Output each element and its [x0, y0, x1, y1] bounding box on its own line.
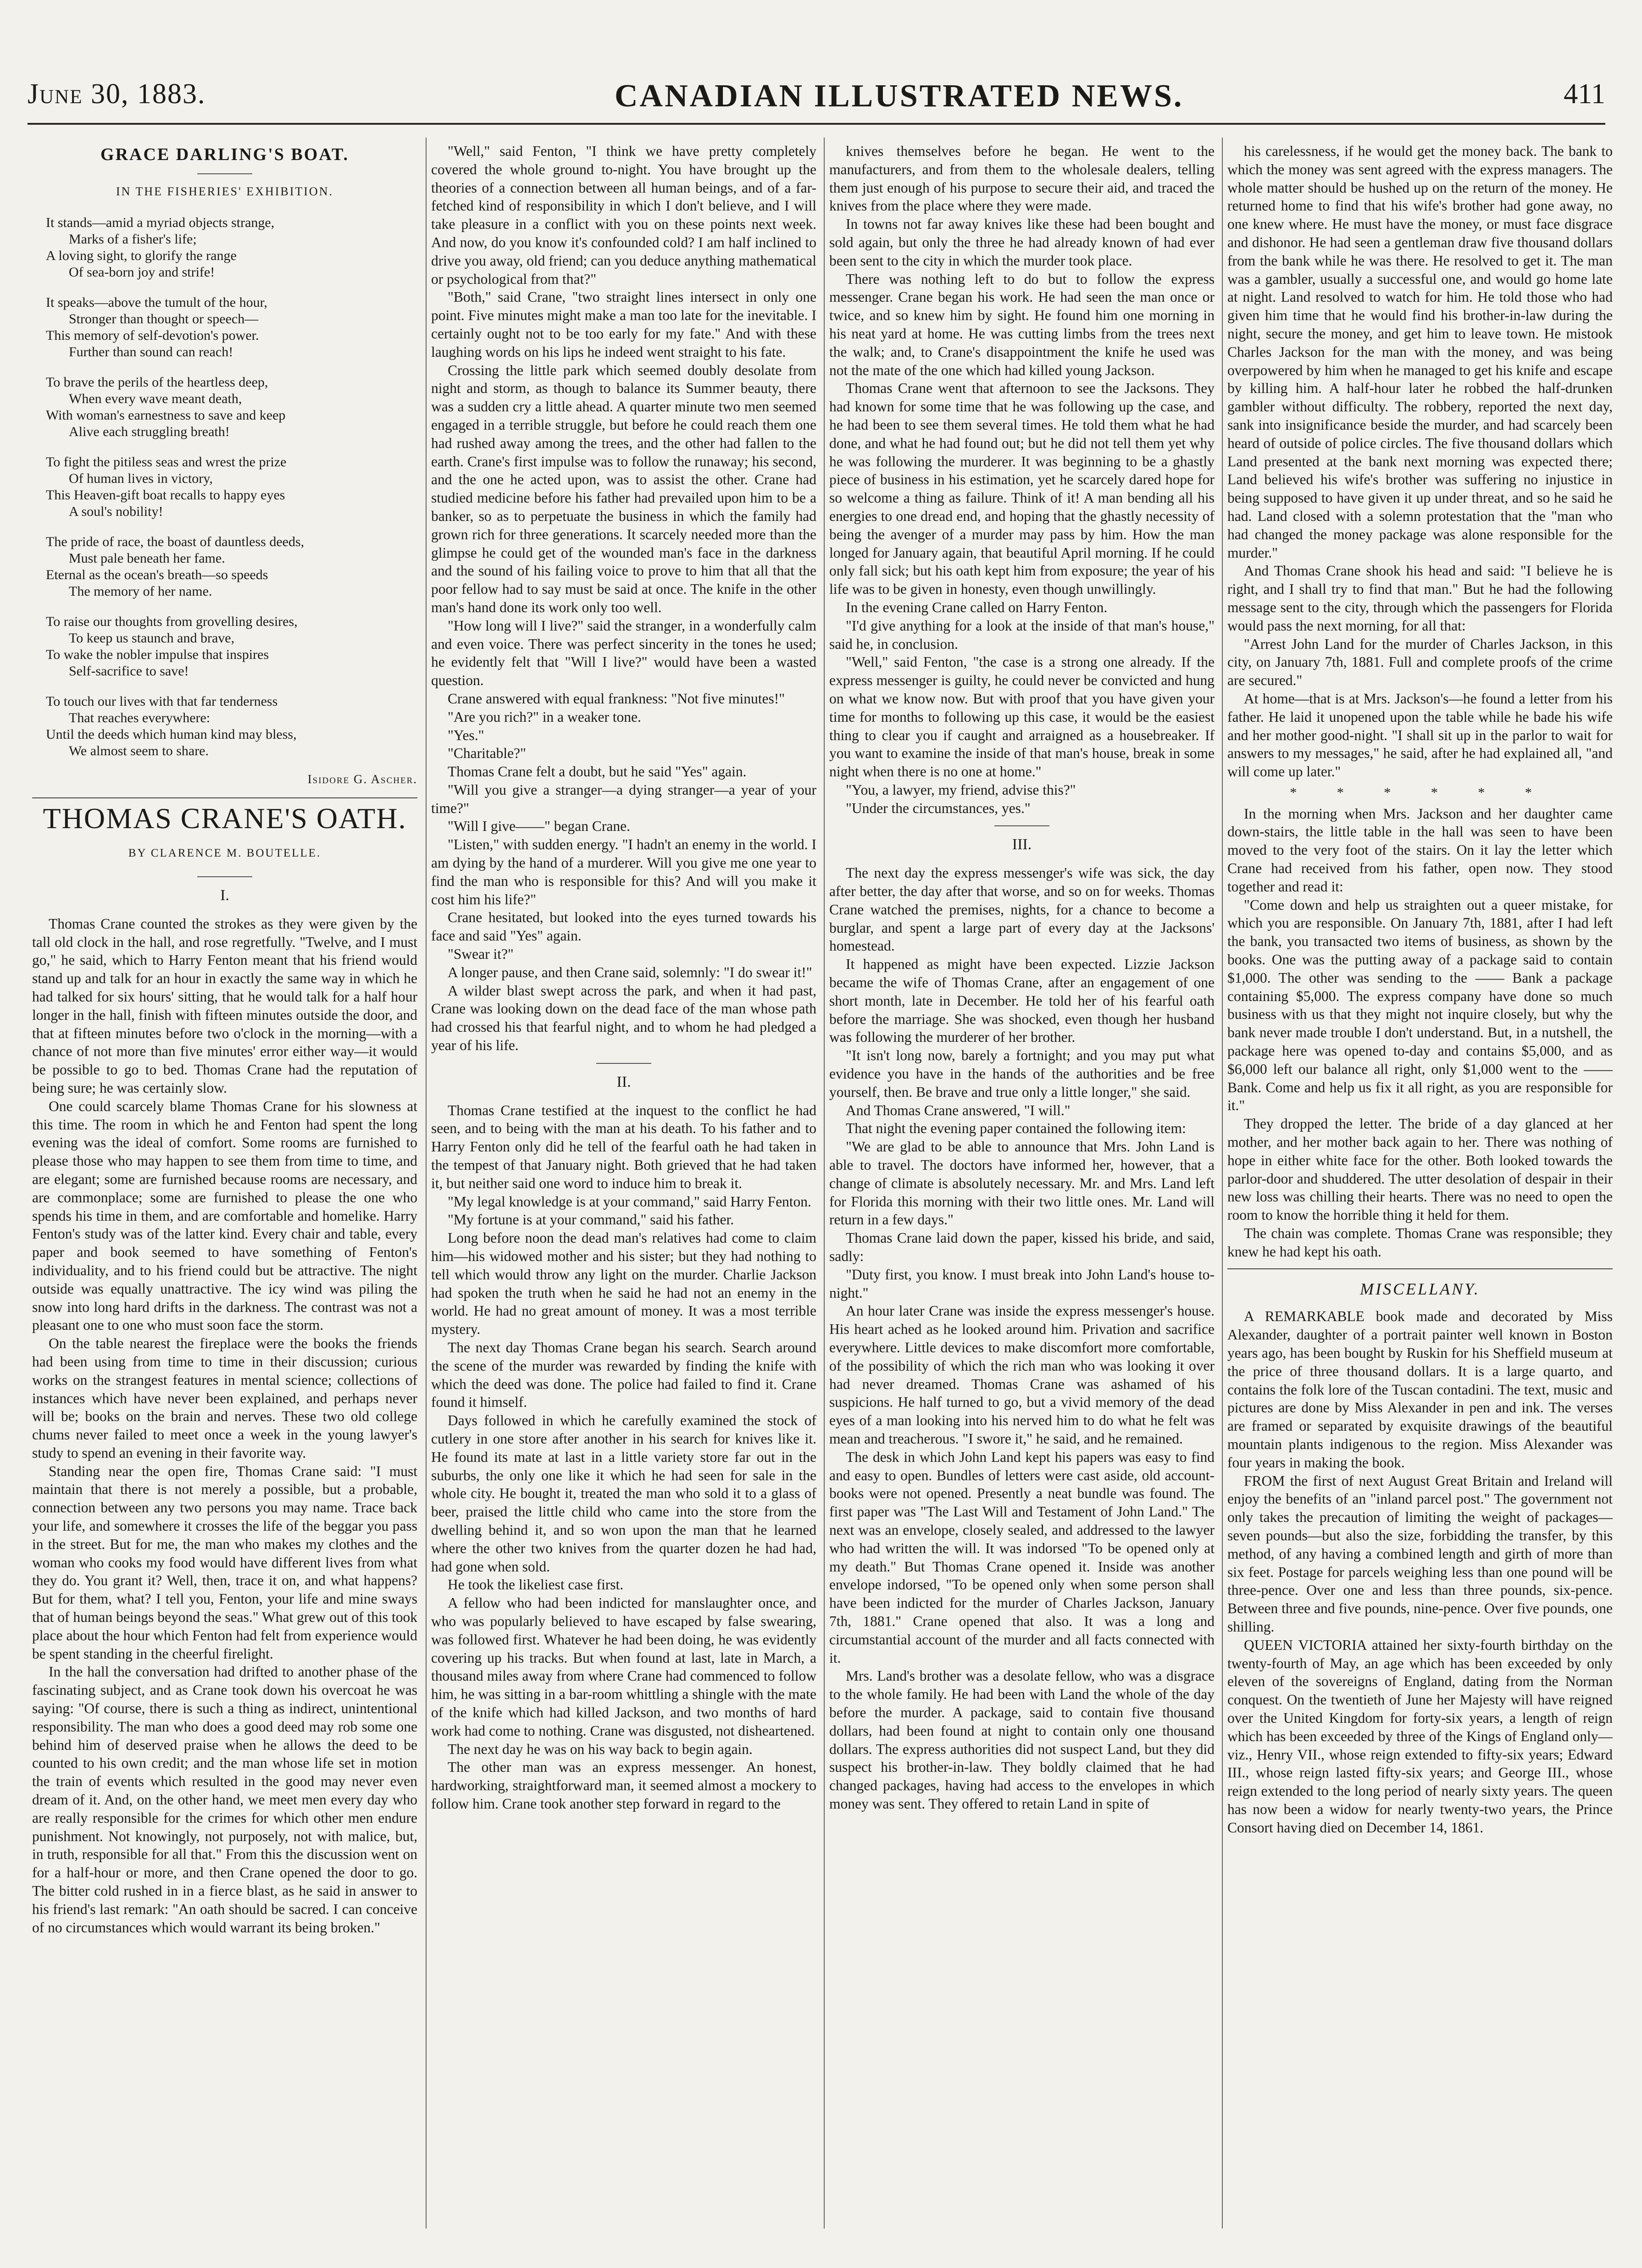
poem-line: Further than sound can reach! [69, 344, 233, 360]
paragraph: A wilder blast swept across the park, and when it had past, Crane was looking down on the dead face of the man whose path had crossed his that fearful night, and to whom he had pledged a year of his life. [431, 982, 816, 1054]
paragraph: FROM the first of next August Great Britain and Ireland will enjoy the benefits of an "inland parcel post." The government not only takes the precaution of limiting the weight of packages—seven pounds—but also the size, forbidding the transfer, by this method, of any having a combined length and girth of more than six feet. Postage for parcels weighing less than one pound will be three-pence. Over one and less than three pounds, six-pence. Between three and five pounds, nine-pence. Over five pounds, one shilling. [1227, 1472, 1613, 1635]
poem-line: Alive each struggling breath! [69, 424, 230, 439]
paragraph: Thomas Crane testified at the inquest to the conflict he had seen, and to being with the man at his death. To his father and to Harry Fenton only did he tell of the fearful oath he had taken in the tempest of that January night. Both grieved that he had taken it, but neither said one word to induce him to break it. [431, 1102, 816, 1191]
paragraph: He took the likeliest case first. [448, 1577, 624, 1593]
paragraph: And Thomas Crane shook his head and said: "I believe he is right, and I shall try to find that man." But he had the following message sent to the city, through which the passengers for Florida would pass the next morning, for all that: [1227, 563, 1613, 634]
paragraph: Thomas Crane laid down the paper, kissed his bride, and said, sadly: [829, 1230, 1215, 1265]
paragraph: Thomas Crane counted the strokes as they were given by the tall old clock in the hall, and rose regretfully. "Twelve, and I must go," he said, which to Harry Fenton meant that his friend would stand up and talk for an hour in exactly the same way in which he had talked for six hours' sitting, that he would talk for a half hour longer in the hall, finish with fifteen minutes outside the door, and that at fifteen minutes before two o'clock in the morning—with a chance of not more than five minutes' error either way—it would be possible to go to bed. Thomas Crane had the reputation of being sure; he was certainly slow. [32, 915, 417, 1096]
paragraph: At home—that is at Mrs. Jackson's—he found a letter from his father. He laid it unopened upon the table while he bade his wife and her mother good-night. "I shall sit up in the parlor to wait for answers to my messages," he said, after he had explained all, "and will come up later." [1227, 690, 1613, 780]
issue-date: June 30, 1883. [28, 78, 206, 110]
poem-stanza [46, 693, 417, 759]
masthead-title: CANADIAN ILLUSTRATED NEWS. [615, 78, 1184, 114]
paragraph: "Yes." [448, 727, 484, 743]
paragraph: The desk in which John Land kept his papers was easy to find and easy to open. Bundles of letters were cast aside, old account-books were not opened. Presently a neat bundle was found. The first paper was "The Last Will and Testament of John Land." The next was an envelope, closely sealed, and addressed to the lawyer who had written the will. It was indorsed "To be opened only at my death." But Thomas Crane opened it. Inside was another envelope indorsed, "To be opened only when some person shall have been indicted for the murder of Charles Jackson, January 7th, 1881." Crane opened that also. It was a long and circumstantial account of the murder and all facts connected with it. [829, 1449, 1215, 1666]
poem-body [32, 215, 417, 759]
paragraph: his carelessness, if he would get the money back. The bank to which the money was sent agreed with the express managers. The whole matter should be hushed up on the return of the money. He returned home to find that his wife's brother had gone away, no one knew where. He must have the money, or must face disgrace and dishonor. He had seen a gentleman draw five thousand dollars from the bank while he was there. He resolved to get it. The man was a gambler, usually a successful one, and would go home late at night. Land resolved to watch for him. He told those who had given him time that he would find his brother-in-law during the night, secure the money, and get him to leave town. He mistook Charles Jackson for the man with the money, and was being overpowered by him when he managed to get his knife and escape by killing him. A half-hour later he robbed the half-drunken gambler without difficulty. The robbery, reported the next day, sank into insignificance beside the murder, and had scarcely been heard of outside of police circles. The five thousand dollars which Land presented at the bank next morning was expected there; Land believed his wife's brother was suffering no injustice in being supposed to have given it up under threat, and so he said he had. Land closed with a solemn protestation that the "man who had changed the money package was alone responsible for the murder." [1227, 143, 1613, 561]
paragraph: "How long will I live?" said the stranger, in a wonderfully calm and even voice. There was perfect sincerity in the tones he used; he evidently felt that "Will I live?" would have been a wasted question. [431, 617, 816, 689]
poem-line: Eternal as the ocean's breath—so speeds [46, 567, 268, 582]
poem-stanza [46, 614, 417, 680]
poem-author: Isidore G. Ascher. [307, 772, 417, 786]
paragraph: On the table nearest the fireplace were the books the friends had been using from time to time in their discussion; curious works on the strangest features in mental science; collections of instances which have never been explained, and perhaps never will be; books on the brain and nerves. These two old college chums never failed to meet once a week in the young lawyer's study to spend an evening in their favorite way. [32, 1335, 417, 1461]
paragraph: There was nothing left to do but to follow the express messenger. Crane began his work. He had seen the man once or twice, and so knew him by sight. He found him one morning in his neat yard at home. He was cutting limbs from the trees next the walk; and, to Crane's disappointment the knife he used was not the mate of the one which had killed young Jackson. [829, 271, 1215, 378]
paragraph: It happened as might have been expected. Lizzie Jackson became the wife of Thomas Crane, after an engagement of one short month, late in December. He told her of his fearful oath before the marriage. She was shocked, even though her husband was following the murderer of her brother. [829, 956, 1215, 1045]
chapter-heading: III. [1012, 836, 1032, 853]
column-divider-3 [1222, 138, 1223, 2229]
miscellany-text [1227, 1307, 1613, 1837]
poem-line: To brave the perils of the heartless deep, [46, 374, 268, 390]
poem-line: We almost seem to share. [69, 743, 209, 758]
divider [32, 797, 417, 798]
paragraph: "I'd give anything for a look at the inside of that man's house," said he, in conclusion. [829, 617, 1215, 652]
divider [197, 173, 252, 174]
paragraph: A REMARKABLE book made and decorated by Miss Alexander, daughter of a portrait painter well known in Boston years ago, has been bought by Ruskin for his Sheffield museum at the price of three thousand dollars. It is a large quarto, and contains the folk lore of the Tuscan contadini. The text, music and pictures are done by Miss Alexander in pen and ink. The verses are framed or separated by exquisite drawings of the beautiful mountain plants indigenous to the region. Miss Alexander was four years in making the book. [1227, 1308, 1613, 1471]
paragraph: In the morning when Mrs. Jackson and her daughter came down-stairs, the little table in the hall was seen to have been moved to the very foot of the stairs. On it lay the letter which Crane had received from his father, open now. They stood together and read it: [1227, 805, 1613, 895]
paragraph: Thomas Crane went that afternoon to see the Jacksons. They had known for some time that he was following up the case, and he had been to see them several times. He told them what he had done, and what he had found out; but he did not tell them yet why he was following the murderer. It was beginning to be a ghastly piece of business in his estimation, yet he scarcely dared hope for so welcome a thing as failure. Think of it! A man bending all his energies to one dread end, and hoping that the ghastly necessity of being the avenger of a murder may pass by him. How the man longed for January again, that beautiful April morning. If he could only fall sick; but his oath kept him from exposure; the year of his life was to be given in honesty, even though unwillingly. [829, 380, 1215, 597]
paragraph: "Come down and help us straighten out a queer mistake, for which you are responsible. On January 7th, 1881, after I had left the bank, you transacted two items of business, as shown by the books. One was the putting away of a package said to contain $1,000. The other was sending to the —— Bank a package containing $5,000. The express company have done so much business with us that they might not inquire closely, but why the bank never made trouble I don't understand. But, in a nutshell, the package here was opened to-day and contains $5,000, and as $6,000 left our balance all right, only $1,000 went to the —— Bank. Come and help us fix it all right, as you are responsible for it." [1227, 896, 1613, 1114]
chapter-heading: I. [220, 886, 229, 904]
paragraph: "You, a lawyer, my friend, advise this?" [846, 781, 1076, 798]
paragraph: In the hall the conversation had drifted to another phase of the fascinating subject, and as Crane took down his overcoat he was saying: "Of course, there is such a thing as indirect, unintentional responsibility. The man who does a good deed may rob some one behind him of deserved praise when he allows the deed to be counted to his own credit; and the man whose life set in motion the train of events which resulted in the good may never even dream of it. And, on the other hand, we meet men every day who are really responsible for the crimes for which other men endure punishment. Not knowingly, not purposely, not with malice, but, in truth, responsible for all that." From this the discussion went on for a half-hour or more, and then Crane opened the door to go. The bitter cold rushed in in a fierce blast, as he said in answer to his friend's last remark: "An oath should be sacred. I can conceive of no circumstances which would warrant its being broken." [32, 1664, 417, 1936]
paragraph: Crossing the little park which seemed doubly desolate from night and storm, as though to balance its Summer beauty, there was a sudden cry a little ahead. A quarter minute two men seemed engaged in a terrible struggle, but before he could reach them one had rushed away among the trees, and the other had fallen to the earth. Crane's first impulse was to follow the runaway; his second, and the one he acted upon, was to assist the other. Crane had studied medicine before his father had prevailed upon him to be a banker, so as to perpetuate the business in which the family had grown rich for three generations. It scarcely needed more than the glimpse he could get of the wounded man's face in the darkness and the sound of his failing voice to prove to him that all that the poor fellow had to say must be said at once. The knife in the other man's hand done its work only too well. [431, 362, 816, 615]
story-byline: BY CLARENCE M. BOUTELLE. [128, 847, 322, 860]
paragraph: "Under the circumstances, yes." [846, 800, 1031, 816]
poem-line: A soul's nobility! [69, 503, 163, 519]
paragraph: The next day Thomas Crane began his search. Search around the scene of the murder was rewarded by finding the knife with which the deed was done. The police had failed to find it. Crane found it himself. [431, 1339, 816, 1411]
poem-line: A loving sight, to glorify the range [46, 248, 237, 263]
poem-line: Must pale beneath her fame. [69, 550, 225, 566]
paragraph: Crane answered with equal frankness: "Not five minutes!" [448, 690, 785, 707]
story-text [431, 1101, 816, 1813]
poem-line: It stands—amid a myriad objects strange, [46, 215, 275, 230]
poem-line: Marks of a fisher's life; [69, 231, 197, 247]
column-1 [32, 142, 417, 2233]
paragraph: Standing near the open fire, Thomas Crane said: "I must maintain that there is not merely a possible, but a probable, connection between any two persons you may name. Trace back your life, and somewhere it crosses the life of the beggar you pass in the street. But for me, the man who makes my clothes and the woman who cooks my food would have different lives from what they do. You grant it? Well, then, trace it on, and what happens? But for them, what? I tell you, Fenton, your life and mine sways that of human beings beyond the seas." What grew out of this took place about the hour which Fenton had felt from experience would be spent standing in the cheerful firelight. [32, 1463, 417, 1662]
paragraph: In towns not far away knives like these had been bought and sold again, but only the three he had already known of had ever been sent to the city in which the murder took place. [829, 216, 1215, 269]
paragraph: Long before noon the dead man's relatives had come to claim him—his widowed mother and his sister; but they had nothing to tell which would throw any light on the murder. Charlie Jackson had spoken the truth when he said he had not an enemy in the world. He had no great amount of money. It was a most terrible mystery. [431, 1230, 816, 1338]
paragraph: Mrs. Land's brother was a desolate fellow, who was a disgrace to the whole family. He had been with Land the whole of the day before the murder. A package, said to contain five thousand dollars, had been found at night to contain only one thousand dollars. The express authorities did not suspect Land, but they did suspect his brother-in-law. They boldly claimed that he had changed packages, having had access to the envelopes in which money was sent. They offered to retain Land in spite of [829, 1668, 1215, 1812]
divider [994, 825, 1049, 826]
divider [1227, 1268, 1613, 1269]
poem-line: Until the deeds which human kind may bless, [46, 726, 297, 742]
poem-stanza [46, 374, 417, 440]
poem-line: This Heaven-gift boat recalls to happy eyes [46, 487, 285, 503]
header-rule [28, 123, 1605, 125]
paragraph: The next day he was on his way back to begin again. [448, 1741, 753, 1757]
column-4 [1227, 142, 1613, 2233]
poem-line: Stronger than thought or speech— [69, 311, 259, 326]
poem-line: It speaks—above the tumult of the hour, [46, 294, 267, 310]
paragraph: "Swear it?" [448, 946, 514, 963]
poem-line: To raise our thoughts from grovelling desires, [46, 614, 298, 629]
poem-line: To keep us staunch and brave, [69, 630, 235, 646]
paragraph: Days followed in which he carefully examined the stock of cutlery in one store after another in his search for knives like it. He found its mate at last in a little variety store far out in the suburbs, the only one like it which he had seen for sale in the whole city. He bought it, treated the man who sold it to a glass of beer, praised the little child who came into the store from the dwelling behind it, and so won upon the man that he learned where the other two knives from the quarter dozen he had had, had gone when sold. [431, 1412, 816, 1575]
poem-line: To touch our lives with that far tenderness [46, 693, 278, 709]
story-text [829, 864, 1215, 1813]
paragraph: And Thomas Crane answered, "I will." [846, 1102, 1071, 1118]
poem-line: Of sea-born joy and strife! [69, 264, 215, 280]
paragraph: "Well," said Fenton, "I think we have pretty completely covered the whole ground to-night. You have brought up the theories of a connection between all human beings, and of a far-fetched kind of responsibility in which I don't believe, and I will take pleasure in a conflict with you on these points next week. And now, do you know it's confounded cold? I am half inclined to drive you away, old friend; can you deduce anything mathematical or psychological from that?" [431, 143, 816, 287]
paragraph: "Will you give a stranger—a dying stranger—a year of your time?" [431, 781, 816, 816]
paragraph: In the evening Crane called on Harry Fenton. [846, 599, 1108, 615]
poem-line: This memory of self-devotion's power. [46, 327, 259, 343]
page-number: 411 [1564, 78, 1605, 110]
poem-line: That reaches everywhere: [69, 710, 211, 725]
poem-line: With woman's earnestness to save and keep [46, 407, 286, 423]
poem-line: When every wave meant death, [69, 391, 242, 406]
divider [596, 1063, 651, 1064]
poem-stanza [46, 294, 417, 360]
paragraph: "Duty first, you know. I must break into John Land's house to-night." [829, 1266, 1215, 1301]
paragraph: A longer pause, and then Crane said, solemnly: "I do swear it!" [448, 964, 812, 980]
story-text [1227, 142, 1613, 781]
paragraph: "Both," said Crane, "two straight lines intersect in only one point. Five minutes might make a man too late for the inevitable. I certainly ought not to be too early for my fate." And with these laughing words on his lips he indeed went straight to his fate. [431, 289, 816, 360]
paragraph: "Will I give——" began Crane. [448, 818, 630, 835]
story-title: THOMAS CRANE'S OATH. [43, 802, 407, 835]
paragraph: "My fortune is at your command," said his father. [448, 1211, 734, 1228]
column-divider-1 [426, 138, 427, 2229]
story-text [431, 142, 816, 1055]
paragraph: An hour later Crane was inside the express messenger's house. His heart ached as he looked around him. Privation and sacrifice everywhere. Little devices to make discomfort more comfortable, of the possibility of which the rich man who was looking it over had never dreamed. Thomas Crane was ashamed of his suspicions. He half turned to go, but a vivid memory of the dead eyes of a man looking into his nerved him to do what he felt was mean and treacherous. "I swore it," he said, and he remained. [829, 1303, 1215, 1447]
poem-stanza [46, 534, 417, 600]
paragraph: Thomas Crane felt a doubt, but he said "Yes" again. [448, 763, 747, 780]
paragraph: Crane hesitated, but looked into the eyes turned towards his face and said "Yes" again. [431, 909, 816, 944]
chapter-heading: II. [616, 1073, 631, 1090]
story-text [829, 142, 1215, 817]
divider [197, 876, 252, 877]
paragraph: The chain was complete. Thomas Crane was responsible; they knew he had kept his oath. [1227, 1225, 1613, 1260]
poem-line: To fight the pitiless seas and wrest the prize [46, 454, 287, 470]
story-text [32, 915, 417, 1937]
paragraph: "It isn't long now, barely a fortnight; and you may put what evidence you have in the hands of the authorities and be free yourself, then. Be brave and true only a little longer," she said. [829, 1047, 1215, 1100]
poem-stanza [46, 215, 417, 281]
paragraph: That night the evening paper contained the following item: [846, 1120, 1186, 1137]
paragraph: "Listen," with sudden energy. "I hadn't an enemy in the world. I am dying by the hand of a murderer. Will you give me one year to find the man who is responsible for this? And will you make it cost him his life?" [431, 836, 816, 907]
miscellany-title: MISCELLANY. [1360, 1279, 1480, 1298]
paragraph: "Arrest John Land for the murder of Charles Jackson, in this city, on January 7th, 1881. Full and complete proofs of the crime are secured." [1227, 636, 1613, 689]
paragraph: "Are you rich?" in a weaker tone. [448, 708, 641, 725]
poem-line: Self-sacrifice to save! [69, 663, 189, 679]
poem-title: GRACE DARLING'S BOAT. [100, 145, 349, 164]
paragraph: A fellow who had been indicted for manslaughter once, and who was popularly believed to have escaped by false swearing, was followed first. Whatever he had been doing, he was evidently covering up his tracks. But when found at last, late in March, a thousand miles away from where Crane had commenced to follow him, he was sitting in a bar-room whittling a shingle with the mate of the knife which had killed Jackson, and two months of hard work had come to nothing. Crane was disgusted, not disheartened. [431, 1595, 816, 1739]
paragraph: The next day the express messenger's wife was sick, the day after better, the day after that worse, and so on for weeks. Thomas Crane watched the premises, nights, for a chance to become a burglar, and spent a large part of every day at the Jacksons' homestead. [829, 865, 1215, 954]
poem-line: Of human lives in victory, [69, 470, 213, 486]
column-divider-2 [824, 138, 825, 2229]
section-stars: * * * * * * [1290, 785, 1550, 800]
paragraph: "We are glad to be able to announce that Mrs. John Land is able to travel. The doctors have informed her, however, that a change of climate is absolutely necessary. Mr. and Mrs. Land left for Florida this morning with their two little ones. Mr. Land will return in a few days." [829, 1139, 1215, 1228]
poem-stanza [46, 454, 417, 520]
column-2 [431, 142, 816, 2233]
poem-line: The memory of her name. [69, 583, 212, 599]
paragraph: One could scarcely blame Thomas Crane for his slowness at this time. The room in which he and Fenton had spent the long evening was the ideal of comfort. Some rooms are furnished to please those who may happen to see them from time to time, and are elegant; some are furnished because rooms are necessary, and are commonplace; some are furnished to please the one who spends his time in them, and are comfortable and homelike. Harry Fenton's study was of the latter kind. Every chair and table, every paper and book seemed to have something of Fenton's individuality, and to his friend could but be attractive. The night outside was equally unattractive. The icy wind was piling the snow into long hard drifts in the darkness. The contrast was not a pleasant one to one who must soon face the storm. [32, 1098, 417, 1333]
poem-line: The pride of race, the boast of dauntless deeds, [46, 534, 305, 549]
paragraph: "Well," said Fenton, "the case is a strong one already. If the express messenger is guilty, he could never be convicted and hung on what we know now. But with proof that you have given your time for months to following up this case, it would be the easiest thing to clear you if caught and arraigned as a housebreaker. If you want to examine the inside of that man's house, break in some night when there is no one at home." [829, 654, 1215, 780]
paragraph: knives themselves before he began. He went to the manufacturers, and from them to the wholesale dealers, telling them just enough of his purpose to secure their aid, and traced the knives from the place where they were made. [829, 143, 1215, 214]
paragraph: "My legal knowledge is at your command," said Harry Fenton. [448, 1193, 811, 1210]
column-3 [829, 142, 1215, 2233]
paragraph: QUEEN VICTORIA attained her sixty-fourth birthday on the twenty-fourth of May, an age which has been exceeded by only eleven of the sovereigns of England, dating from the Norman conquest. On the twentieth of June her Majesty will have reigned over the United Kingdom for forty-six years, a length of reign which has been exceeded by three of the Kings of England only—viz., Henry VII., whose reign extended to fifty-six years; Edward III., whose reign lasted fifty-six years; and George III., whose reign extended to the long period of nearly sixty years. The queen has now been a widow for nearly twenty-two years, the Prince Consort having died on December 14, 1861. [1227, 1637, 1613, 1836]
paragraph: They dropped the letter. The bride of a day glanced at her mother, and her mother back again to her. There was nothing of hope in either white face for the other. Both looked towards the parlor-door and shuddered. The utter desolation of despair in their new loss was chilling their hearts. There was no need to open the room to know the horrible thing it held for them. [1227, 1116, 1613, 1223]
paragraph: The other man was an express messenger. An honest, hardworking, straightforward man, it seemed almost a mockery to follow him. Crane took another step forward in regard to the [431, 1759, 816, 1812]
page-header [28, 69, 1605, 119]
paragraph: "Charitable?" [448, 745, 526, 762]
poem-subtitle: IN THE FISHERIES' EXHIBITION. [116, 184, 333, 198]
story-text [1227, 805, 1613, 1261]
poem-line: To wake the nobler impulse that inspires [46, 647, 269, 662]
